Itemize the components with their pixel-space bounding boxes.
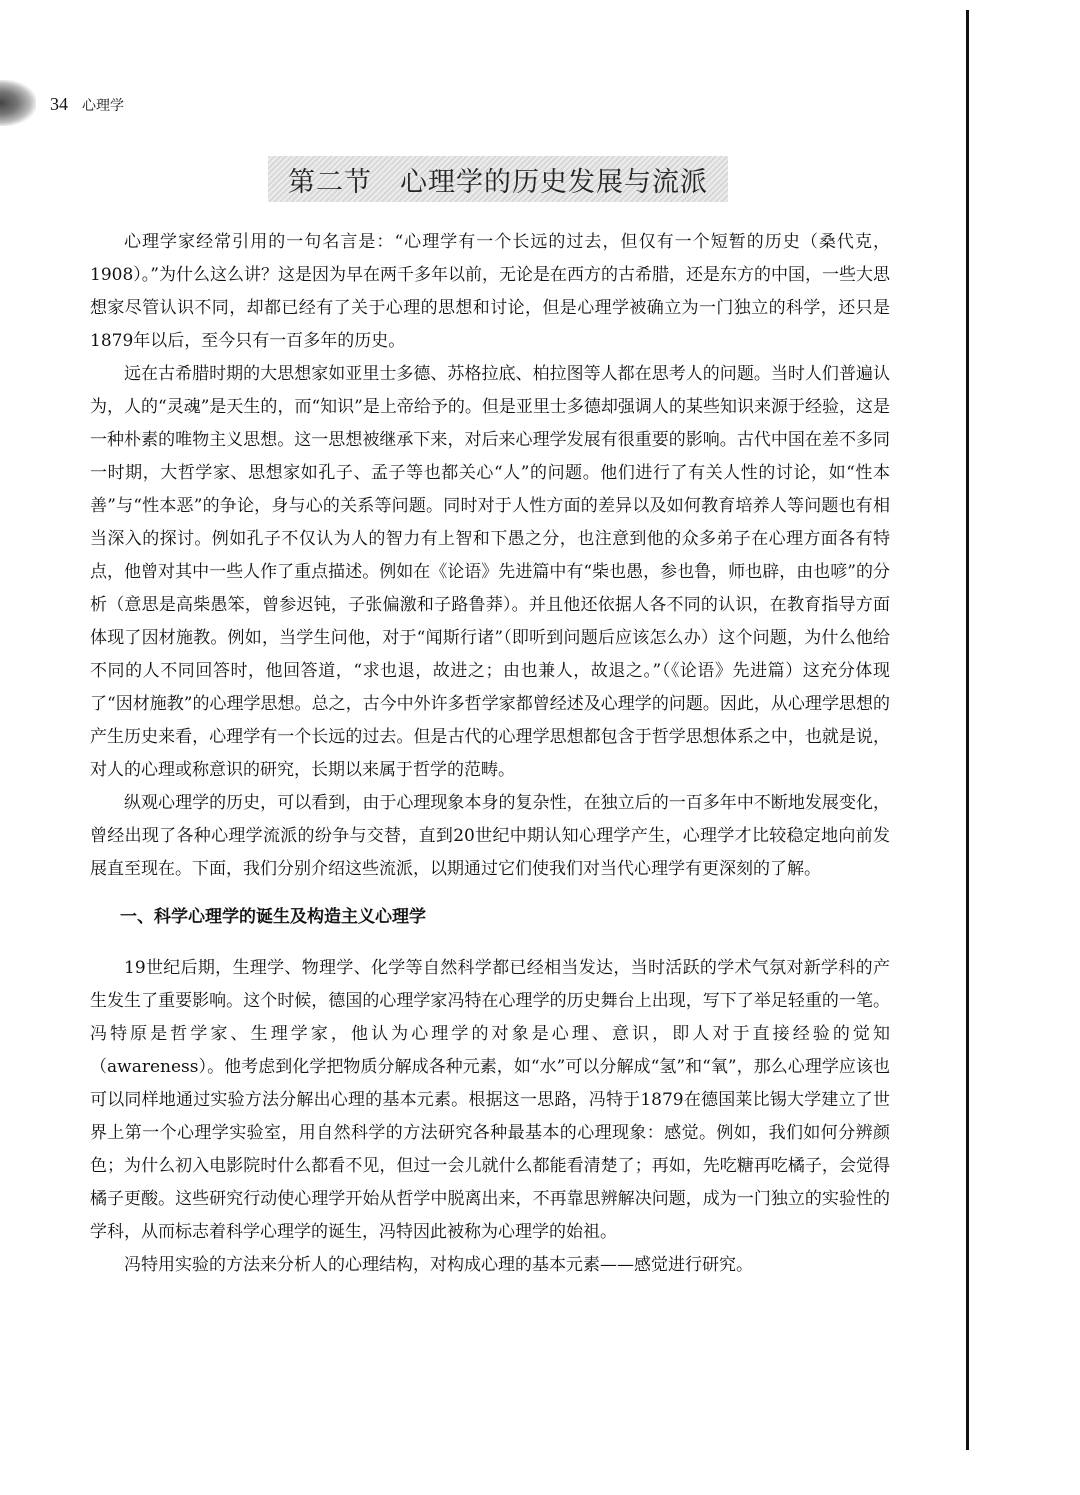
running-head (50, 94, 124, 115)
paragraph-4: 19世纪后期，生理学、物理学、化学等自然科学都已经相当发达，当时活跃的学术气氛对新学科的产生发生了重要影响。这个时候，德国的心理学家冯特在心理学的历史舞台上出现，写下了举足轻重的一笔。冯特原是哲学家、生理学家，他认为心理学的对象是心理、意识，即人对于直接经验的觉知（awareness）。他考虑到化学把物质分解成各种元素，如“水”可以分解成“氢”和“氧”，那么心理学应该也可以同样地通过实验方法分解出心理的基本元素。根据这一思路，冯特于1879在德国莱比锡大学建立了世界上第一个心理学实验室，用自然科学的方法研究各种最基本的心理现象：感觉。例如，我们如何分辨颜色；为什么初入电影院时什么都看不见，但过一会儿就什么都能看清楚了；再如，先吃糖再吃橘子，会觉得橘子更酸。这些研究行动使心理学开始从哲学中脱离出来，不再靠思辨解决问题，成为一门独立的实验性的学科，从而标志着科学心理学的诞生，冯特因此被称为心理学的始祖。 (90, 958, 890, 1242)
subsection-heading: 一、科学心理学的诞生及构造主义心理学 (120, 907, 426, 927)
section-banner (268, 156, 728, 202)
paragraph-1: 心理学家经常引用的一句名言是：“心理学有一个长远的过去，但仅有一个短暂的历史（桑代克，1908）。”为什么这么讲？这是因为早在两千多年以前，无论是在西方的古希腊，还是东方的中国，一些大思想家尽管认识不同，却都已经有了关于心理的思想和讨论，但是心理学被确立为一门独立的科学，还只是1879年以后，至今只有一百多年的历史。 (90, 232, 890, 351)
page-number: 34 (50, 94, 68, 114)
book-title: 心理学 (82, 98, 124, 114)
page-edge-tab (0, 80, 36, 126)
body-text (90, 226, 890, 1282)
section-title: 第二节 心理学的历史发展与流派 (288, 166, 708, 198)
paragraph-3: 纵观心理学的历史，可以看到，由于心理现象本身的复杂性，在独立后的一百多年中不断地发展变化，曾经出现了各种心理学流派的纷争与交替，直到20世纪中期认知心理学产生，心理学才比较稳定地向前发展直至现在。下面，我们分别介绍这些流派，以期通过它们使我们对当代心理学有更深刻的了解。 (90, 793, 890, 879)
paragraph-5: 冯特用实验的方法来分析人的心理结构，对构成心理的基本元素——感觉进行研究。 (124, 1255, 753, 1275)
paragraph-2: 远在古希腊时期的大思想家如亚里士多德、苏格拉底、柏拉图等人都在思考人的问题。当时人们普遍认为，人的“灵魂”是天生的，而“知识”是上帝给予的。但是亚里士多德却强调人的某些知识来源于经验，这是一种朴素的唯物主义思想。这一思想被继承下来，对后来心理学发展有很重要的影响。古代中国在差不多同一时期，大哲学家、思想家如孔子、孟子等也都关心“人”的问题。他们进行了有关人性的讨论，如“性本善”与“性本恶”的争论，身与心的关系等问题。同时对于人性方面的差异以及如何教育培养人等问题也有相当深入的探讨。例如孔子不仅认为人的智力有上智和下愚之分，也注意到他的众多弟子在心理方面各有特点，他曾对其中一些人作了重点描述。例如在《论语》先进篇中有“柴也愚，参也鲁，师也辟，由也喭”的分析（意思是高柴愚笨，曾参迟钝，子张偏激和子路鲁莽）。并且他还依据人各不同的认识，在教育指导方面体现了因材施教。例如，当学生问他，对于“闻斯行诸”（即听到问题后应该怎么办）这个问题，为什么他给不同的人不同回答时，他回答道，“求也退，故进之；由也兼人，故退之。”（《论语》先进篇）这充分体现了“因材施教”的心理学思想。总之，古今中外许多哲学家都曾经述及心理学的问题。因此，从心理学思想的产生历史来看，心理学有一个长远的过去。但是古代的心理学思想都包含于哲学思想体系之中，也就是说，对人的心理或称意识的研究，长期以来属于哲学的范畴。 (90, 364, 890, 780)
binding-rule (966, 10, 969, 1450)
